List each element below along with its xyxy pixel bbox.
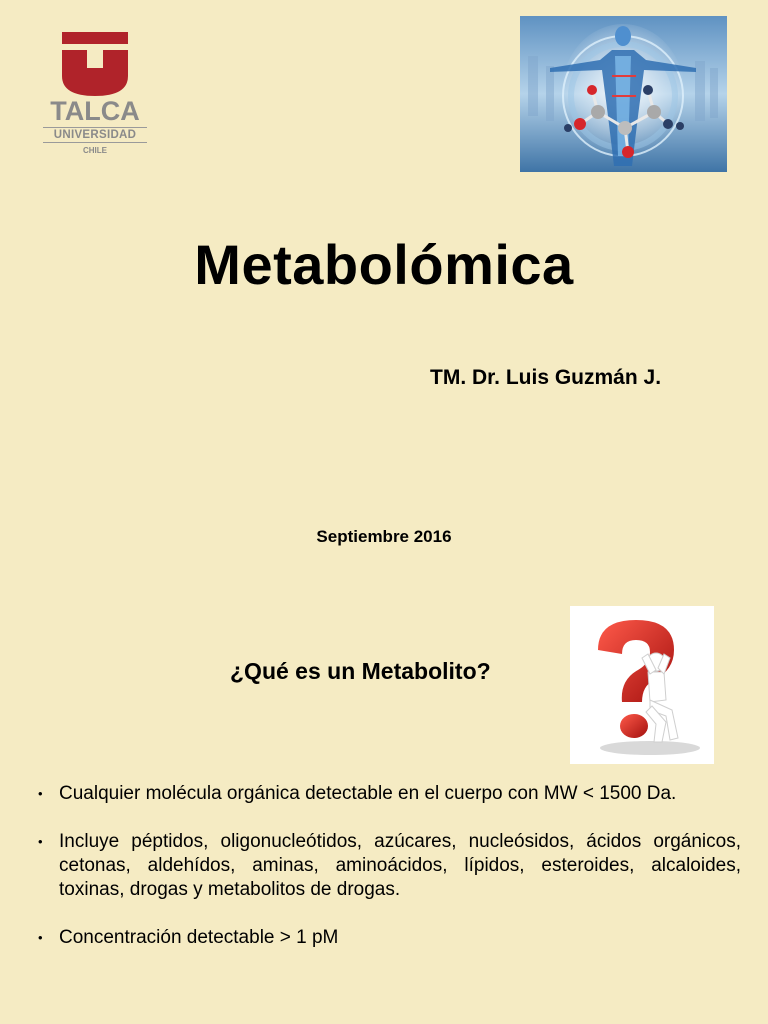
logo-line-talca: TALCA [50, 96, 140, 126]
bullet-item: • Cualquier molécula orgánica detectable en el cuerpo con MW < 1500 Da. [38, 782, 741, 806]
logo-emblem-icon [40, 30, 150, 100]
bullet-list [38, 782, 741, 974]
logo-line-universidad: UNIVERSIDAD [43, 127, 147, 143]
bullet-item: • Incluye péptidos, oligonucleótidos, azúcares, nucleósidos, ácidos orgánicos, cetonas, aldehídos, aminas, aminoácidos, lípidos, esteroides, alcaloides, toxinas, drogas y metabolitos de drogas. [38, 830, 741, 902]
question-mark-figure-icon [570, 606, 714, 764]
slide-title: Metabolómica [194, 233, 574, 296]
presentation-date: Septiembre 2016 [316, 527, 452, 546]
author-name: TM. Dr. Luis Guzmán J. [430, 366, 662, 389]
logo-line-chile: CHILE [83, 146, 107, 155]
bullet-item: • Concentración detectable > 1 pM [38, 926, 741, 950]
university-logo [40, 30, 150, 160]
question-mark-illustration [570, 606, 714, 764]
metabolomics-hero-image [520, 16, 727, 172]
section-question: ¿Qué es un Metabolito? [230, 658, 491, 684]
